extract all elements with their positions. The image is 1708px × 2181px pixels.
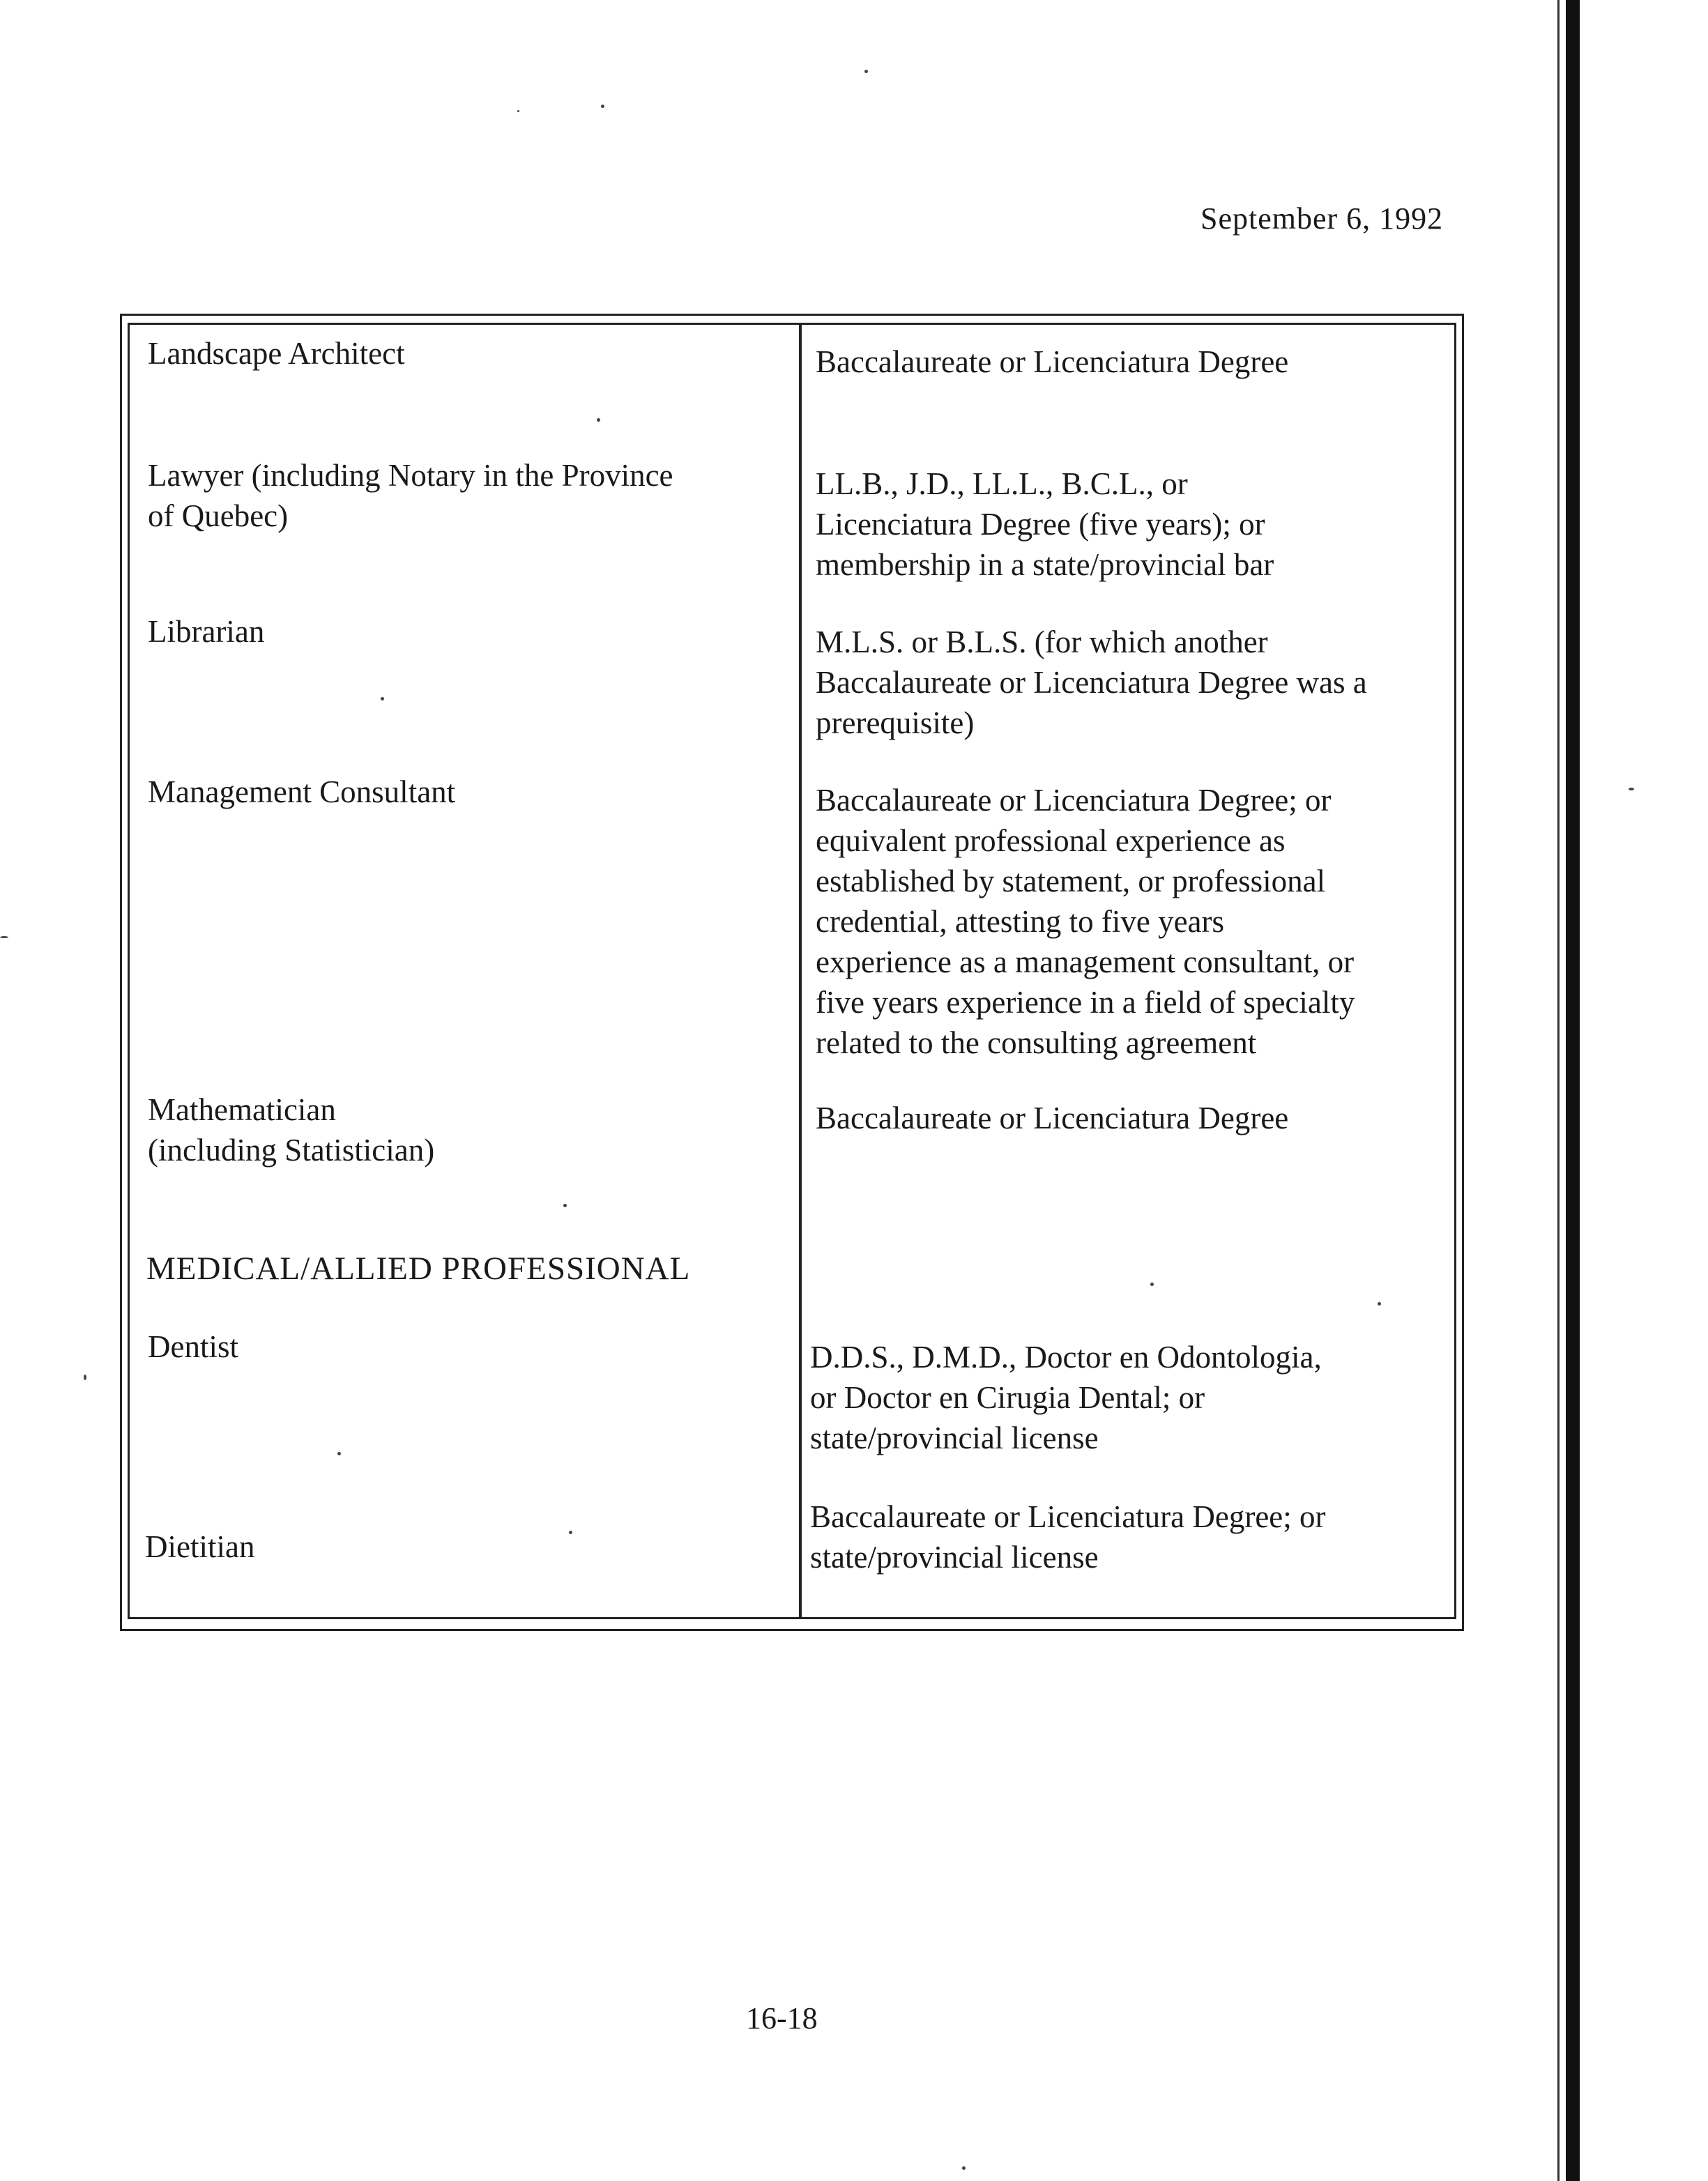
occupation-librarian [148,611,264,652]
requirement-line: D.D.S., D.M.D., Doctor en Odontologia, [810,1340,1322,1375]
scan-speck [601,105,604,108]
occupation-line: Management Consultant [148,774,456,809]
scan-speck [1378,1302,1381,1306]
occupation-line: Lawyer (including Notary in the Province [148,458,673,493]
scan-speck [381,697,384,701]
column-divider [799,325,802,1617]
requirement-dentist [810,1337,1322,1458]
scan-speck [864,70,868,73]
requirement-line: membership in a state/provincial bar [816,547,1274,582]
scan-edge [1566,0,1580,2181]
requirement-line: established by statement, or professional [816,864,1326,898]
scan-speck [1629,788,1634,790]
occupation-management-consultant [148,772,455,812]
scan-speck [597,418,600,422]
requirement-line: prerequisite) [816,705,975,740]
occupation-dietitian [145,1526,254,1567]
section-heading-medical-allied: MEDICAL/ALLIED PROFESSIONAL [146,1250,691,1287]
requirement-mathematician [816,1098,1288,1138]
requirement-line: state/provincial license [810,1540,1099,1575]
requirement-line: M.L.S. or B.L.S. (for which another [816,625,1268,659]
occupation-line: Dietitian [145,1529,255,1564]
occupation-dentist [148,1326,238,1367]
occupation-line: Mathematician [148,1092,336,1127]
occupation-line: of Quebec) [148,498,289,533]
requirement-line: Baccalaureate or Licenciatura Degree; or [810,1499,1326,1534]
scan-speck [517,110,519,112]
requirement-line: or Doctor en Cirugia Dental; or [810,1380,1205,1415]
requirement-line: Licenciatura Degree (five years); or [816,507,1265,542]
document-date: September 6, 1992 [1200,201,1444,236]
occupation-line: Dentist [148,1329,238,1364]
occupation-line: Librarian [148,614,265,649]
occupation-line: (including Statistician) [148,1133,435,1168]
requirement-line: Baccalaureate or Licenciatura Degree [816,1101,1289,1135]
occupation-lawyer [148,455,673,536]
scan-edge-thin [1557,0,1560,2181]
requirement-dietitian [810,1497,1326,1577]
requirement-line: five years experience in a field of specialty [816,985,1355,1020]
scan-speck [337,1452,341,1455]
requirement-line: equivalent professional experience as [816,823,1286,858]
requirement-line: credential, attesting to five years [816,904,1225,939]
occupation-line: Landscape Architect [148,336,405,371]
page-number: 16-18 [746,2001,818,2035]
requirement-management-consultant [816,780,1355,1063]
requirement-line: LL.B., J.D., LL.L., B.C.L., or [816,466,1188,501]
requirement-line: Baccalaureate or Licenciatura Degree [816,344,1289,379]
scan-speck [962,2166,966,2170]
scan-speck [84,1375,86,1380]
scan-speck [569,1531,572,1534]
scan-speck [0,936,8,938]
requirement-line: related to the consulting agreement [816,1025,1257,1060]
requirement-landscape-architect [816,342,1288,382]
requirement-line: experience as a management consultant, or [816,944,1355,979]
scan-speck [563,1204,567,1207]
requirement-line: Baccalaureate or Licenciatura Degree was a [816,665,1367,700]
requirement-librarian [816,622,1367,743]
scan-speck [1150,1283,1154,1286]
requirement-line: state/provincial license [810,1421,1099,1455]
requirement-line: Baccalaureate or Licenciatura Degree; or [816,783,1332,818]
requirement-lawyer [816,464,1274,585]
occupation-mathematician [148,1089,434,1170]
occupation-landscape-architect [148,333,405,374]
